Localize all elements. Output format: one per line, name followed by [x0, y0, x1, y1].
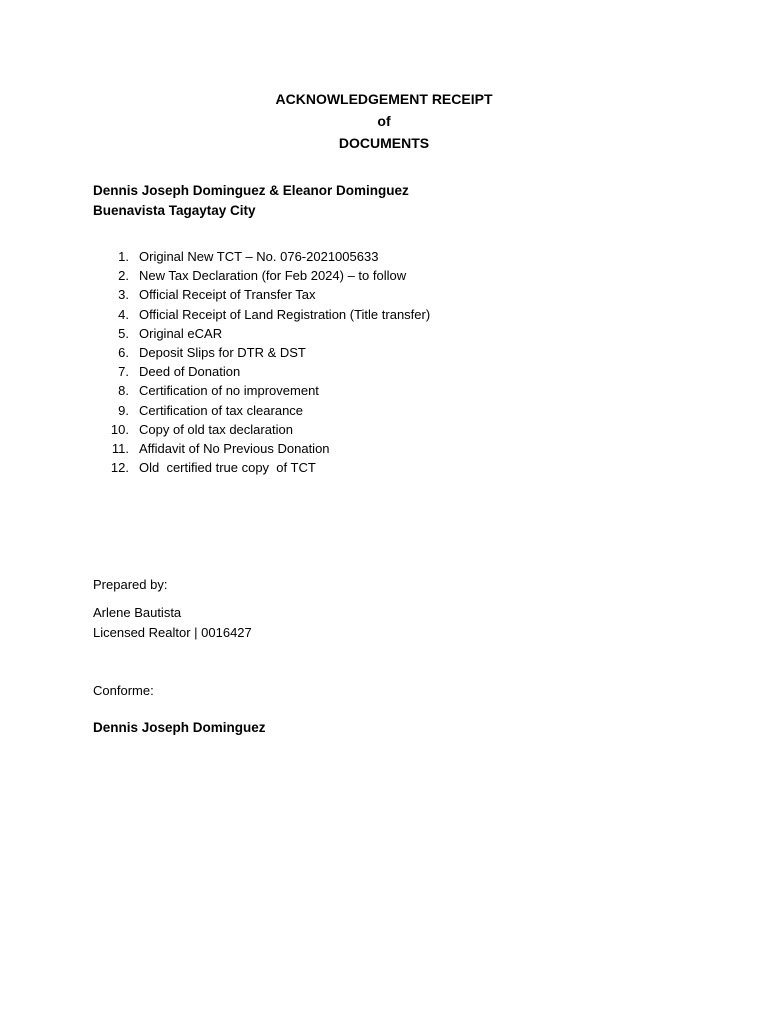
list-item: [93, 420, 430, 439]
documents-list: [93, 247, 430, 477]
recipient-address: Buenavista Tagaytay City: [93, 203, 256, 218]
list-item: [93, 247, 430, 266]
list-item-number: 9.: [118, 402, 129, 418]
list-item-number: 5.: [118, 325, 129, 341]
list-item-number: 8.: [118, 383, 129, 399]
list-item-number: 4.: [118, 306, 129, 322]
list-item: [93, 401, 430, 420]
list-item: [93, 305, 430, 324]
list-item: [93, 285, 430, 304]
list-item-text: Certification of tax clearance: [139, 402, 304, 418]
list-item-number: 3.: [118, 287, 129, 303]
preparer-role: Licensed Realtor | 0016427: [93, 624, 252, 640]
title-line-1: ACKNOWLEDGEMENT RECEIPT: [275, 91, 493, 107]
list-item-text: Original eCAR: [139, 325, 223, 341]
list-item-number: 6.: [118, 345, 129, 361]
conforme-label: Conforme:: [93, 683, 154, 698]
list-item-text: Old certified true copy of TCT: [139, 460, 316, 476]
list-item-number: 10.: [110, 421, 129, 437]
list-item-text: Official Receipt of Land Registration (Title transfer): [139, 306, 431, 322]
list-item-number: 11.: [111, 441, 129, 457]
list-item-text: Certification of no improvement: [139, 383, 319, 399]
list-item: [93, 381, 430, 400]
document-title: [0, 88, 768, 154]
list-item-text: Copy of old tax declaration: [139, 421, 293, 437]
list-item-number: 12.: [110, 460, 129, 476]
list-item-text: Deposit Slips for DTR & DST: [139, 345, 306, 361]
conforme-name: Dennis Joseph Dominguez: [93, 720, 266, 735]
preparer-block: [93, 603, 252, 642]
list-item-number: 7.: [118, 364, 129, 380]
title-line-3: DOCUMENTS: [338, 135, 430, 151]
list-item-number: 1.: [118, 249, 129, 264]
list-item: [93, 362, 430, 381]
list-item: [93, 266, 430, 285]
list-item-text: Official Receipt of Transfer Tax: [139, 287, 316, 303]
recipient-names: Dennis Joseph Dominguez & Eleanor Dominguez: [93, 183, 409, 198]
list-item-text: Deed of Donation: [139, 364, 241, 380]
list-item: [93, 324, 430, 343]
title-line-2: of: [377, 113, 391, 129]
preparer-name: Arlene Bautista: [93, 605, 182, 620]
list-item: [93, 458, 430, 477]
prepared-by-label: Prepared by:: [93, 577, 168, 592]
recipient-block: [93, 181, 409, 221]
list-item: [93, 343, 430, 362]
list-item-text: Affidavit of No Previous Donation: [139, 441, 330, 457]
list-item: [93, 439, 430, 458]
list-item-text: Original New TCT – No. 076-2021005633: [139, 249, 379, 264]
list-item-number: 2.: [118, 268, 129, 284]
list-item-text: New Tax Declaration (for Feb 2024) – to follow: [139, 268, 407, 284]
